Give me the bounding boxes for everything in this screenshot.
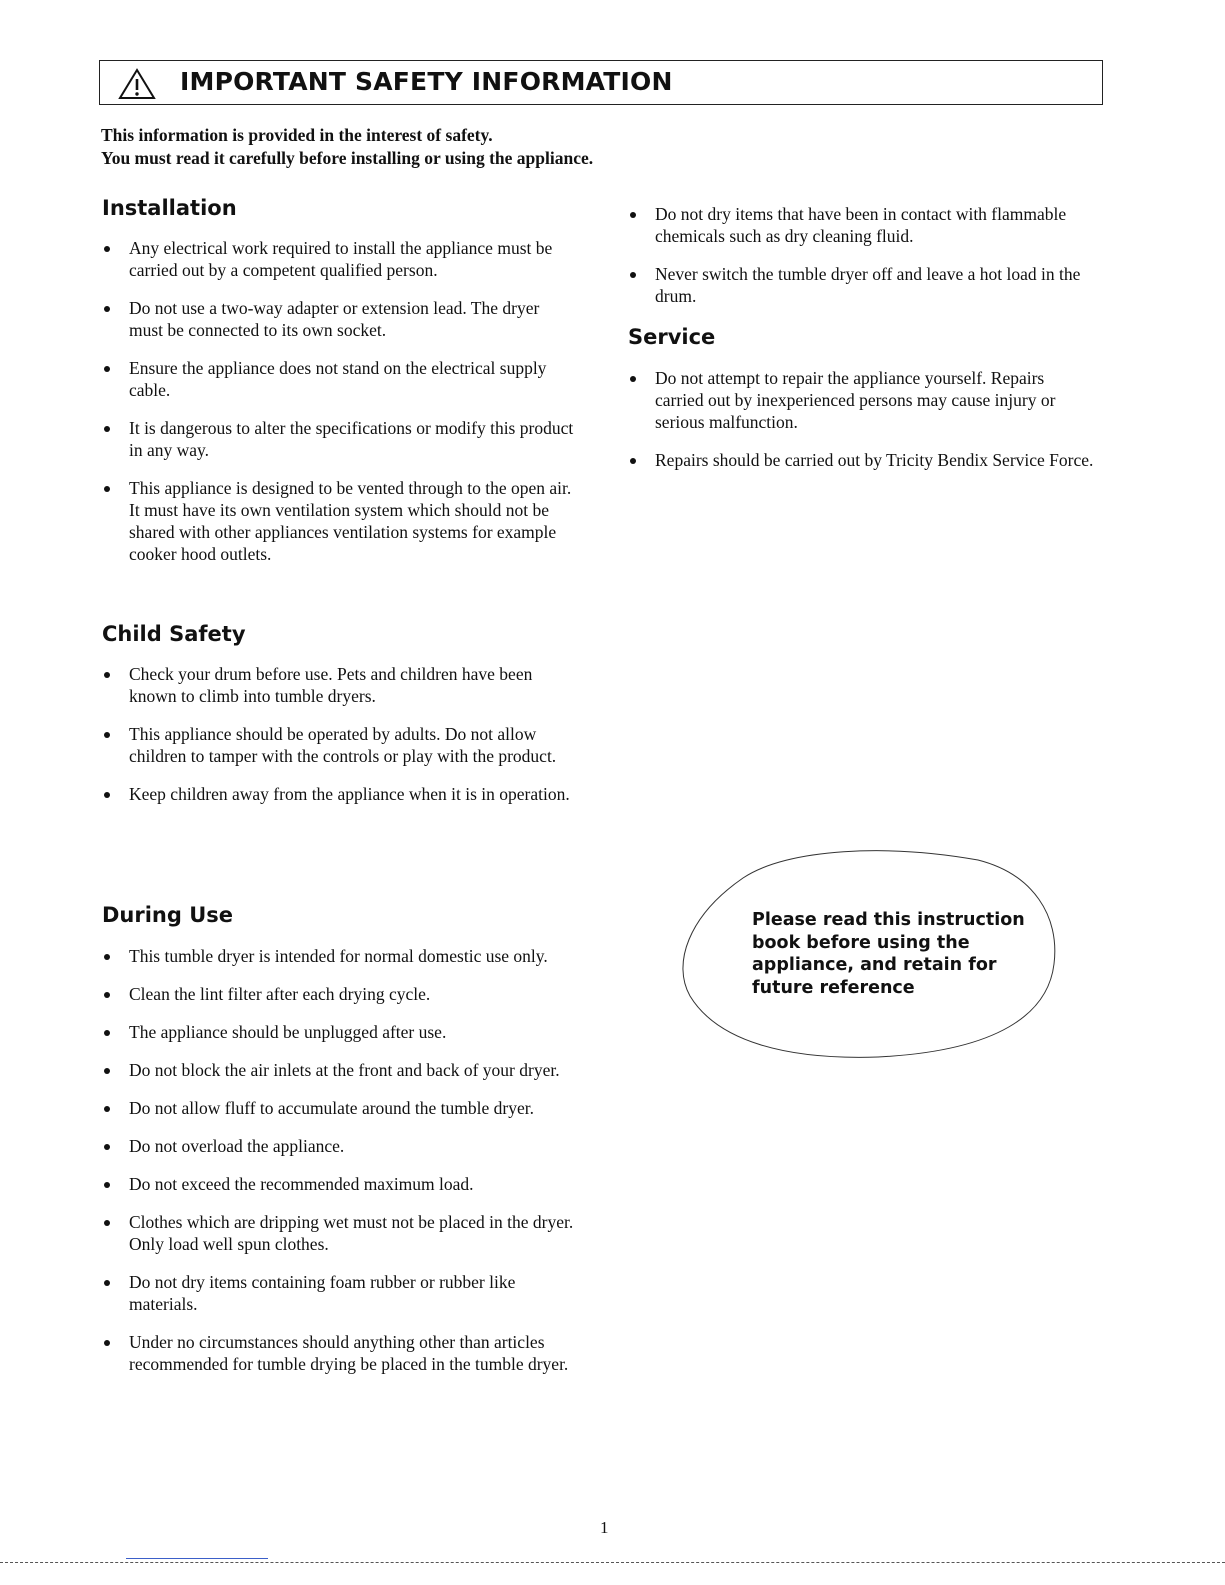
intro-line-2: You must read it carefully before installing or using the appliance. xyxy=(101,148,594,168)
list-item: Under no circumstances should anything other than articles recommended for tumble drying be placed in the tumble dryer. xyxy=(101,1331,576,1375)
list-item: This tumble dryer is intended for normal domestic use only. xyxy=(101,945,576,967)
page-title: IMPORTANT SAFETY INFORMATION xyxy=(180,67,673,96)
list-item: This appliance is designed to be vented through to the open air. It must have its own ventilation system which should not be shared with other appliances ventilation systems for example cooker hood outlets. xyxy=(101,477,576,565)
list-item: Do not attempt to repair the appliance yourself. Repairs carried out by inexperienced persons may cause injury or serious malfunction. xyxy=(627,367,1097,433)
callout-oval xyxy=(678,846,1058,1060)
list-item: Check your drum before use. Pets and children have been known to climb into tumble dryers. xyxy=(101,663,576,707)
list-item: Clothes which are dripping wet must not be placed in the dryer. Only load well spun clothes. xyxy=(101,1211,576,1255)
during-use-continued-list xyxy=(627,203,1107,323)
service-list xyxy=(627,367,1097,487)
installation-list xyxy=(101,237,576,581)
during-use-heading: During Use xyxy=(102,903,234,927)
warning-triangle-icon xyxy=(118,68,156,100)
safety-header-box xyxy=(99,60,1103,105)
callout-line-4: future reference xyxy=(752,977,915,998)
service-heading: Service xyxy=(628,325,716,349)
list-item: Clean the lint filter after each drying cycle. xyxy=(101,983,576,1005)
list-item: This appliance should be operated by adults. Do not allow children to tamper with the controls or play with the product. xyxy=(101,723,576,767)
installation-heading: Installation xyxy=(102,196,237,220)
page-bottom-link-underline xyxy=(126,1558,268,1559)
callout-line-1: Please read this instruction xyxy=(752,910,1025,930)
list-item: Do not use a two-way adapter or extension lead. The dryer must be connected to its own socket. xyxy=(101,297,576,341)
page-number: 1 xyxy=(600,1518,609,1537)
intro-line-1: This information is provided in the interest of safety. xyxy=(101,125,493,145)
page-bottom-divider xyxy=(0,1562,1225,1563)
list-item: Do not block the air inlets at the front and back of your dryer. xyxy=(101,1059,576,1081)
list-item: Do not dry items containing foam rubber or rubber like materials. xyxy=(101,1271,576,1315)
callout-line-3: appliance, and retain for xyxy=(752,955,997,975)
list-item: Do not exceed the recommended maximum load. xyxy=(101,1173,576,1195)
list-item: Do not allow fluff to accumulate around the tumble dryer. xyxy=(101,1097,576,1119)
list-item: It is dangerous to alter the specifications or modify this product in any way. xyxy=(101,417,576,461)
list-item: Repairs should be carried out by Tricity Bendix Service Force. xyxy=(627,449,1097,471)
child-safety-list xyxy=(101,663,576,821)
during-use-list xyxy=(101,945,576,1391)
intro-text xyxy=(101,124,593,170)
child-safety-heading: Child Safety xyxy=(102,622,246,646)
list-item: Do not dry items that have been in contact with flammable chemicals such as dry cleaning fluid. xyxy=(627,203,1107,247)
callout-text xyxy=(752,909,1032,999)
list-item: Ensure the appliance does not stand on the electrical supply cable. xyxy=(101,357,576,401)
list-item: Never switch the tumble dryer off and leave a hot load in the drum. xyxy=(627,263,1107,307)
list-item: The appliance should be unplugged after use. xyxy=(101,1021,576,1043)
list-item: Do not overload the appliance. xyxy=(101,1135,576,1157)
list-item: Keep children away from the appliance when it is in operation. xyxy=(101,783,576,805)
callout-line-2: book before using the xyxy=(752,932,970,953)
list-item: Any electrical work required to install the appliance must be carried out by a competent qualified person. xyxy=(101,237,576,281)
